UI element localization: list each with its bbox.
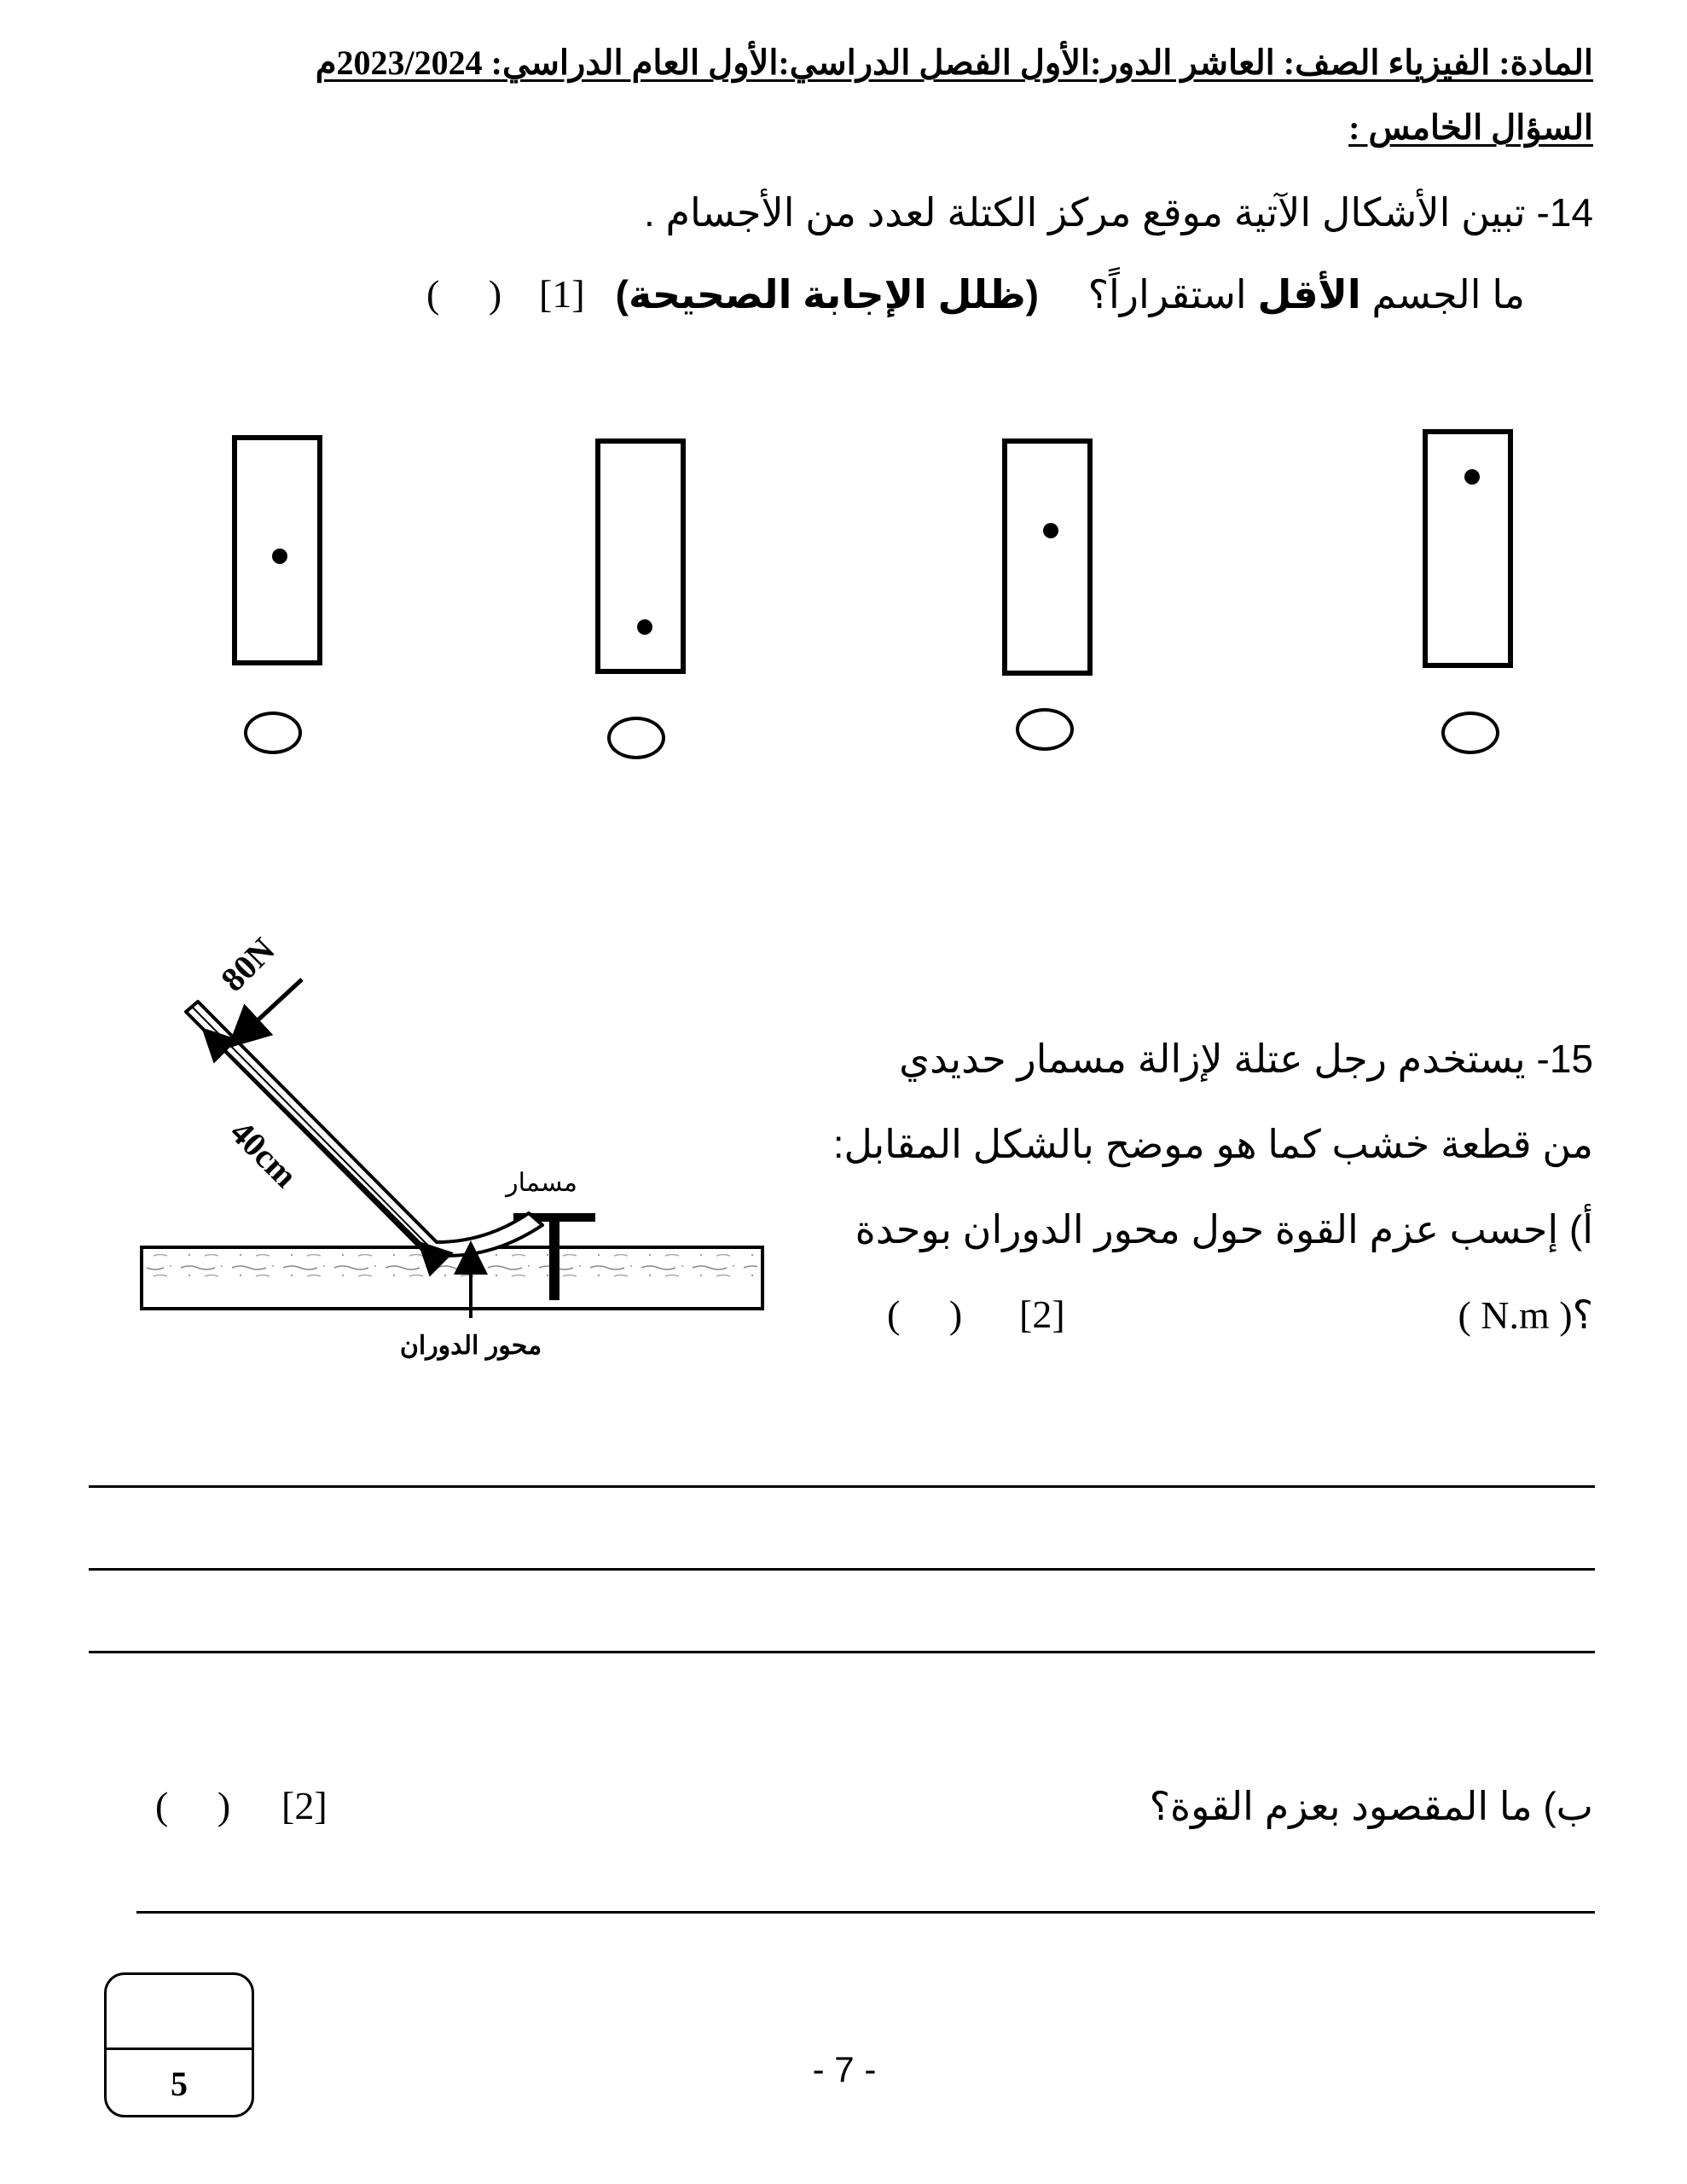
- q15-statement-line2: من قطعة خشب كما هو موضح بالشكل المقابل:: [832, 1122, 1593, 1166]
- body-shape-3: [1002, 439, 1093, 676]
- center-of-mass-dot-3: [1043, 523, 1058, 538]
- choice-circle-4[interactable]: [1441, 712, 1499, 754]
- q14-score-slot: ( ): [426, 272, 502, 316]
- answer-line-3[interactable]: [89, 1651, 1595, 1653]
- body-shape-1: [232, 435, 322, 665]
- answer-line-1[interactable]: [89, 1485, 1595, 1488]
- length-label: 40cm: [223, 1112, 305, 1195]
- nail-label: مسمار: [506, 1169, 577, 1197]
- body-shape-4: [1423, 429, 1513, 668]
- q15-part-b: ب) ما المقصود بعزم القوة؟: [1149, 1784, 1593, 1828]
- answer-line-2[interactable]: [89, 1568, 1595, 1571]
- section-title: السؤال الخامس :: [1348, 108, 1593, 147]
- q14-question-post: استقراراً؟: [1087, 272, 1258, 317]
- q15-part-b-marks: [2]: [281, 1784, 328, 1827]
- score-box: [104, 1972, 254, 2117]
- center-of-mass-dot-2: [637, 619, 652, 635]
- q15-part-a-marks: [2]: [1019, 1292, 1065, 1336]
- score-total: 5: [171, 2065, 188, 2103]
- q15-part-a: أ) إحسب عزم القوة حول محور الدوران بوحدة: [855, 1207, 1593, 1252]
- pivot-label: محور الدوران: [399, 1332, 542, 1360]
- center-of-mass-dot-1: [272, 549, 287, 564]
- choice-circle-3[interactable]: [1016, 708, 1074, 751]
- exam-header-info: المادة: الفيزياء الصف: العاشر الدور:الأول الفصل الدراسي:الأول العام الدراسي: 2023/2024م: [315, 44, 1593, 82]
- choice-circle-1[interactable]: [244, 712, 302, 754]
- q15-part-b-score-slot: ( ): [155, 1784, 231, 1827]
- q14-question-pre: ما الجسم: [1360, 272, 1525, 317]
- q15-part-a-unit: ( N.m )؟: [1458, 1293, 1593, 1337]
- body-shape-2: [595, 439, 686, 674]
- page-number: - 7 -: [812, 2049, 877, 2089]
- q14-statement: 14- تبين الأشكال الآتية موقع مركز الكتلة لعدد من الأجسام .: [643, 190, 1593, 235]
- center-of-mass-dot-4: [1464, 469, 1480, 485]
- q15-part-a-score-slot: ( ): [887, 1292, 963, 1336]
- q15-statement-line1: 15- يستخدم رجل عتلة لإزالة مسمار حديدي: [899, 1037, 1593, 1081]
- q14-question: [1088, 271, 1525, 317]
- choice-circle-2[interactable]: [607, 717, 665, 759]
- crowbar-diagram: [128, 913, 793, 1365]
- answer-line-4[interactable]: [136, 1911, 1595, 1914]
- q14-marks: [1]: [539, 272, 585, 316]
- force-label: 80N: [213, 930, 282, 999]
- q14-instruction: (ظلل الإجابة الصحيحة): [615, 272, 1039, 317]
- score-divider: [107, 2048, 252, 2050]
- q14-question-bold: الأقل: [1257, 272, 1361, 317]
